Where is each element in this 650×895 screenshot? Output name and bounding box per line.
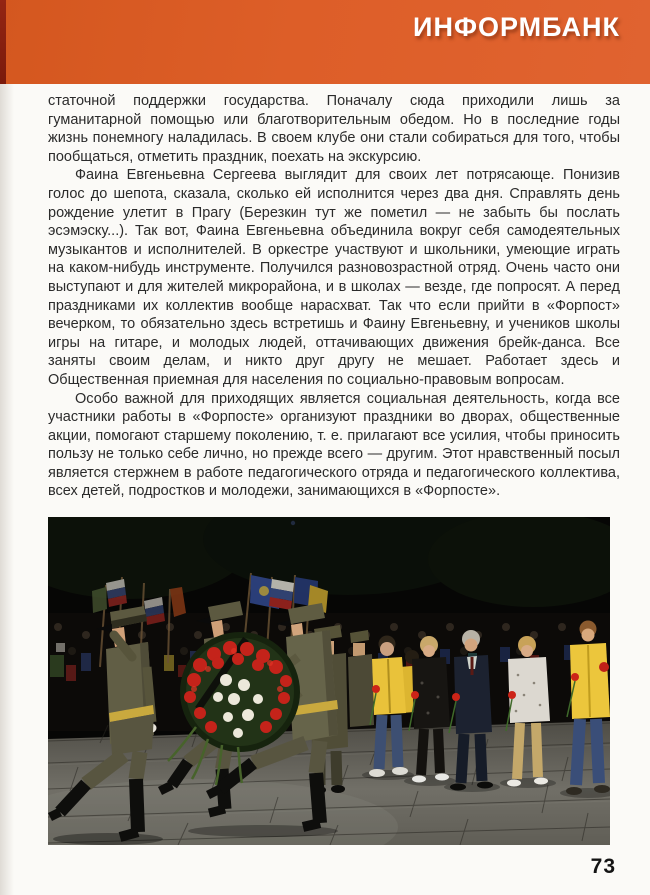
ceremony-photo	[48, 517, 610, 845]
paragraph-3: Особо важной для приходящих является социальная деятельность, когда все участники работы в «Форпосте» организуют праздники во дворах, общественные акции, помогают старшему поколению, т. е. прилагают все усилия, чтобы приносить пользу не только себе лично, но прежде всего — другим. Этот нравственный посыл является стержнем в работе педагогического отряда и педагогического коллектива, всех детей, подростков и молодежи, занимающихся в «Форпосте».	[48, 390, 620, 500]
tree-canopy	[48, 517, 610, 607]
header-band	[0, 0, 650, 84]
section-title: ИНФОРМБАНК	[413, 12, 620, 42]
paragraph-2: Фаина Евгеньевна Сергеева выглядит для своих лет потрясающе. Понизив голос до шепота, сказала, сколько ей исполнится через два дня. Справлять день рождение улетит в Прагу (Березкин тут же пометил — не забыть бы послать эсэмэску...). Так вот, Фаина Евгеньевна объединила вокруг себя самодеятельных музыкантов и исполнителей. В оркестре участвуют и школьники, умеющие играть на каком-нибудь инструменте. Получился разновозрастной отряд. Очень часто они выступают и для жителей микрорайона, и в школах — везде, где попросят. А перед праздниками их коллектив вообще нарасхват. Так что если прийти в «Форпост» вечерком, то обязательно здесь встретишь и Фаину Евгеньевну, и учеников школы игры на гитаре, и молодых людей, оттачивающих движения брейк-данса. Все заняты своим делам, и никто друг другу не мешает. Работает здесь и Общественная приемная для населения по социально-правовым вопросам.	[48, 167, 620, 388]
spine-edge-strip	[0, 0, 6, 84]
page-number: 73	[590, 855, 616, 878]
article-text	[48, 92, 620, 501]
page-edge-shadow	[0, 84, 14, 895]
ceremony-photo-graphic	[48, 517, 610, 845]
paragraph-1: статочной поддержки государства. Поначалу сюда приходили лишь за гуманитарной помощью или благотворительным обедом. Но в последние годы жизнь понемногу наладилась. В своем клубе они стали собираться для того, чтобы пообщаться, отметить праздник, поехать на экскурсию.	[48, 93, 620, 165]
